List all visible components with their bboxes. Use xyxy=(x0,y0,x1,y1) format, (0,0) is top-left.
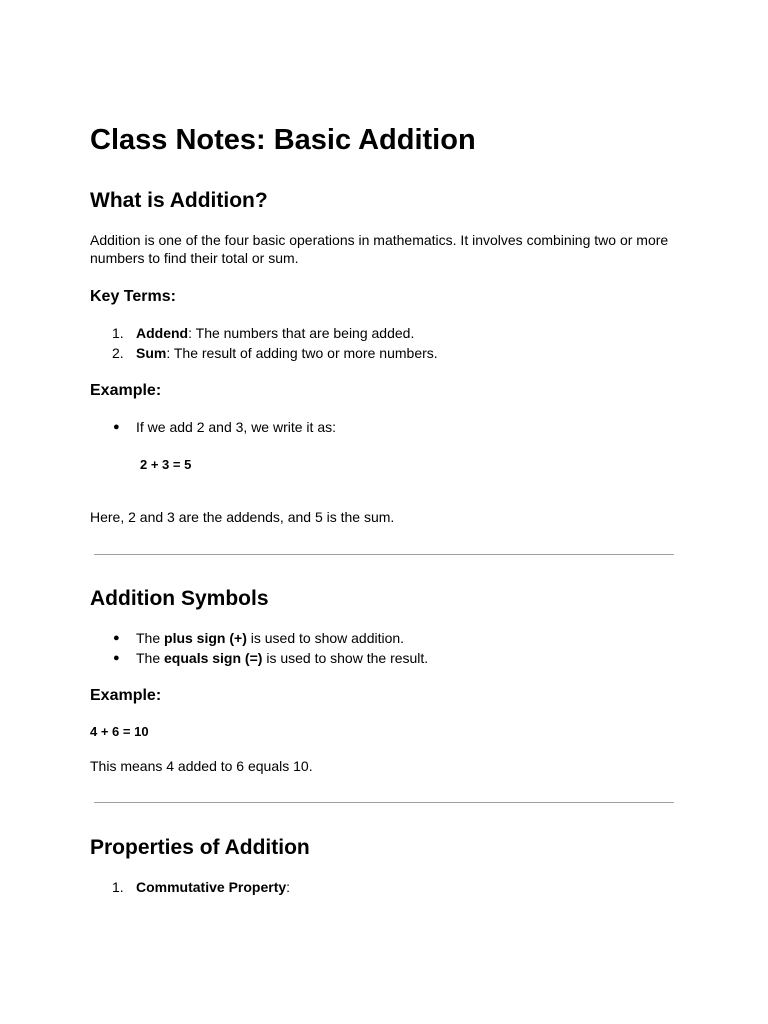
section-heading-what-is-addition: What is Addition? xyxy=(90,189,268,212)
example-text: If we add 2 and 3, we write it as: xyxy=(136,419,336,435)
example-heading: Example: xyxy=(90,382,162,399)
example-equation: 2 + 3 = 5 xyxy=(140,457,192,472)
section-heading-addition-symbols: Addition Symbols xyxy=(90,587,269,610)
term-equals-sign: equals sign (=) xyxy=(164,650,263,666)
bullet-marker: ● xyxy=(113,421,120,433)
key-terms-heading: Key Terms: xyxy=(90,288,176,305)
list-number: 1. xyxy=(112,325,124,341)
bullet-marker: ● xyxy=(113,632,120,644)
list-item-addend xyxy=(136,324,414,342)
list-item-equals-sign xyxy=(136,649,428,667)
intro-paragraph-line-1: Addition is one of the four basic operations in mathematics. It involves combining two or more xyxy=(90,232,669,248)
section-heading-properties: Properties of Addition xyxy=(90,836,310,859)
term-addend: Addend xyxy=(136,325,189,341)
list-number: 2. xyxy=(112,345,124,361)
list-item-plus-sign xyxy=(136,629,404,647)
example-explanation: Here, 2 and 3 are the addends, and 5 is the sum. xyxy=(90,509,395,525)
term-commutative: Commutative Property xyxy=(136,879,287,895)
section-divider xyxy=(94,554,674,555)
term-plus-sign: plus sign (+) xyxy=(164,630,247,646)
example-heading: Example: xyxy=(90,687,162,704)
term-sum: Sum xyxy=(136,345,167,361)
intro-paragraph-line-2: numbers to find their total or sum. xyxy=(90,250,299,266)
bullet-marker: ● xyxy=(113,652,120,664)
item-prefix: The xyxy=(136,630,165,646)
example-explanation: This means 4 added to 6 equals 10. xyxy=(90,758,313,774)
definition-sum: : The result of adding two or more numbers. xyxy=(166,345,438,361)
item-suffix: : xyxy=(286,879,291,895)
list-item-sum xyxy=(136,344,438,362)
list-item-commutative xyxy=(136,878,290,896)
example-equation: 4 + 6 = 10 xyxy=(90,724,149,739)
list-number: 1. xyxy=(112,879,124,895)
item-suffix: is used to show the result. xyxy=(262,650,429,666)
item-prefix: The xyxy=(136,650,165,666)
section-divider xyxy=(94,802,674,803)
page-title: Class Notes: Basic Addition xyxy=(90,124,476,156)
item-suffix: is used to show addition. xyxy=(246,630,405,646)
definition-addend: : The numbers that are being added. xyxy=(188,325,415,341)
